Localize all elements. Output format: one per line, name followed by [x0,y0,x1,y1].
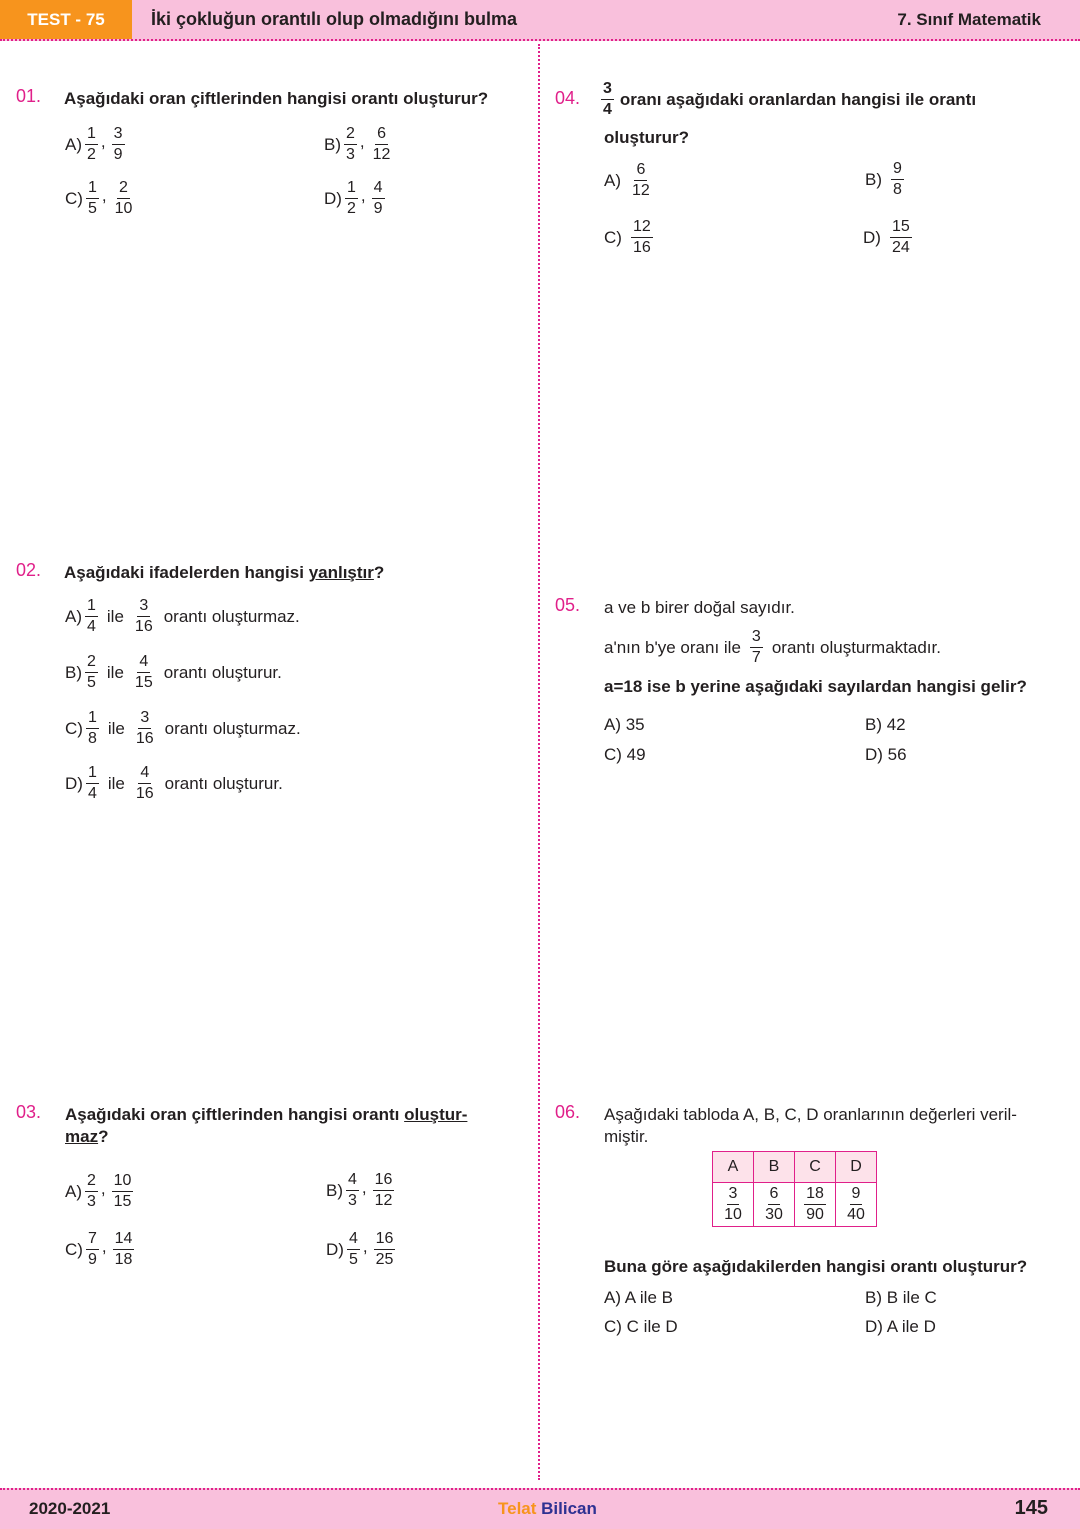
question-text-cont: oluşturur? [604,128,689,147]
fraction: $\frac{3}{16}$ [135,709,154,747]
option-text: orantı oluşturmaz. [164,718,301,738]
question-number: 05. [555,595,581,615]
option-a[interactable]: A) 35 [604,715,645,734]
fraction: $\frac{1}{4}$ [87,597,96,635]
option-label: C) [65,188,83,208]
fraction: $\frac{4}{5}$ [348,1230,358,1268]
fraction: $\frac{14}{18}$ [114,1230,133,1268]
option-label: B) [865,169,882,189]
table-cell: $\frac{6}{30}$ [754,1183,795,1227]
option-b[interactable]: B) $\frac{2}{5}$ ile $\frac{4}{15}$ orantı oluşturur. [65,653,282,691]
question-text: Aşağıdaki oran çiftlerinden hangisi orantı oluşturur? [64,89,489,108]
question-number: 06. [555,1102,581,1122]
fraction: $\frac{4}{3}$ [348,1171,357,1209]
option-label: A) [65,134,82,154]
option-text: orantı oluşturur. [163,662,282,682]
option-b[interactable]: B) $\frac{2}{3}$ , $\frac{6}{12}$ [324,125,391,163]
fraction: $\frac{1}{2}$ [87,125,96,163]
fraction: $\frac{16}{12}$ [374,1171,393,1209]
option-label: C) [604,227,622,247]
question-text: Aşağıdaki oran çiftlerinden hangisi orantı oluştur- maz? [65,1105,468,1146]
page-number: 145 [1014,1497,1048,1519]
option-c[interactable]: C) $\frac{1}{5}$ , $\frac{2}{10}$ [65,179,133,217]
option-c[interactable] [604,218,656,257]
option-label: A) [65,606,82,626]
brand-name: Telat Bilican [498,1499,597,1518]
table-header: B [754,1152,795,1183]
fraction: $\frac{2}{10}$ [114,179,133,217]
option-c[interactable]: C) 49 [604,745,646,764]
underlined-word: yanlıştır [308,563,374,582]
table-cell: $\frac{18}{90}$ [795,1183,836,1227]
option-label: D) [326,1239,344,1259]
fraction: $\frac{3}{9}$ [113,125,123,163]
fraction: $\frac{1}{8}$ [87,709,97,747]
option-d[interactable]: D) $\frac{4}{5}$ , $\frac{16}{25}$ [326,1230,394,1268]
fraction: $\frac{4}{9}$ [373,179,383,217]
option-c[interactable]: C) C ile D [604,1317,678,1336]
table-header: D [836,1152,877,1183]
question-number: 01. [16,86,42,106]
grade-label: 7. Sınıf Matematik [897,10,1041,29]
table-header: C [795,1152,836,1183]
option-a[interactable]: A) A ile B [604,1288,673,1307]
option-d[interactable]: D) $\frac{1}{4}$ ile $\frac{4}{16}$ orantı oluşturur. [65,764,283,802]
option-c[interactable]: C) $\frac{1}{8}$ ile $\frac{3}{16}$ orantı oluşturmaz. [65,709,301,747]
table-header: A [713,1152,754,1183]
fraction: $\frac{1}{5}$ [87,179,97,217]
question-number: 04. [555,88,581,108]
option-label: B) [324,134,341,154]
question-line-2: a'nın b'ye oranı ile $\frac{3}{7}$ orantı oluşturmaktadır. [604,628,941,666]
question-line-1: a ve b birer doğal sayıdır. [604,598,795,617]
option-a[interactable]: A) $\frac{1}{2}$ , $\frac{3}{9}$ [65,125,123,163]
option-label: A) [604,170,621,190]
page-title: İki çokluğun orantılı olup olmadığını bulma [151,9,518,29]
option-b[interactable]: B) $\frac{4}{3}$ , $\frac{16}{12}$ [326,1171,393,1209]
school-year: 2020-2021 [29,1499,111,1518]
option-d[interactable] [863,218,915,257]
option-label: C) [65,1239,83,1259]
table-cell: $\frac{9}{40}$ [836,1183,877,1227]
fraction: $\frac{9}{8}$ [893,160,902,198]
option-label: A) [65,1181,82,1201]
page-footer [0,1488,1080,1529]
fraction: $\frac{2}{3}$ [87,1172,96,1210]
fraction: $\frac{2}{3}$ [346,125,355,163]
option-a[interactable]: A) $\frac{1}{4}$ ile $\frac{3}{16}$ orantı oluşturmaz. [65,597,300,635]
fraction: $\frac{4}{15}$ [134,653,153,691]
fraction: $\frac{6}{12}$ [372,125,391,163]
fraction: $\frac{1}{4}$ [87,764,97,802]
option-d[interactable]: D) A ile D [865,1317,936,1336]
question-number: 03. [16,1102,42,1122]
option-label: B) [65,662,82,682]
option-b[interactable]: B) 42 [865,715,906,734]
option-d[interactable]: D) $\frac{1}{2}$ , $\frac{4}{9}$ [324,179,383,217]
option-b[interactable] [865,160,907,199]
test-number-badge: TEST - 75 [0,0,132,39]
question-line-2: miştir. [604,1127,649,1146]
option-text: orantı oluşturmaz. [163,606,300,626]
question-text: $\frac{3}{4}$ oranı aşağıdaki oranlardan hangisi ile orantı [603,80,977,118]
fraction: $\frac{6}{12}$ [632,161,650,199]
option-b[interactable]: B) B ile C [865,1288,937,1307]
option-label: D) [863,227,881,247]
option-text: orantı oluşturur. [164,773,283,793]
fraction: $\frac{2}{5}$ [87,653,96,691]
question-text: Aşağıdaki ifadelerden hangisi yanlıştır? [64,563,385,582]
option-c[interactable]: C) $\frac{7}{9}$ , $\frac{14}{18}$ [65,1230,133,1268]
option-d[interactable]: D) 56 [865,745,907,764]
question-number: 02. [16,560,42,580]
ratio-table [712,1151,877,1227]
table-cell: $\frac{3}{10}$ [713,1183,754,1227]
column-divider [538,44,540,1480]
question-text: Buna göre aşağıdakilerden hangisi orantı oluşturur? [604,1257,1028,1276]
fraction: $\frac{7}{9}$ [87,1230,97,1268]
option-label: C) [65,718,83,738]
option-a[interactable]: A) $\frac{2}{3}$ , $\frac{10}{15}$ [65,1172,132,1210]
fraction: $\frac{15}{24}$ [891,218,910,256]
fraction: $\frac{3}{4}$ [603,80,612,118]
fraction: $\frac{3}{16}$ [134,597,153,635]
fraction: $\frac{1}{2}$ [346,179,356,217]
option-label: D) [65,773,83,793]
fraction: $\frac{16}{25}$ [375,1230,394,1268]
fraction: $\frac{4}{16}$ [135,764,154,802]
question-line-1: Aşağıdaki tabloda A, B, C, D oranlarının değerleri veril- [604,1105,1017,1124]
question-text: a=18 ise b yerine aşağıdaki sayılardan hangisi gelir? [604,677,1027,696]
page-header [0,0,1080,41]
fraction: $\frac{10}{15}$ [113,1172,132,1210]
option-label: D) [324,188,342,208]
fraction: $\frac{3}{7}$ [751,628,761,666]
option-label: B) [326,1180,343,1200]
fraction: $\frac{12}{16}$ [632,218,651,256]
option-a[interactable] [604,161,655,200]
